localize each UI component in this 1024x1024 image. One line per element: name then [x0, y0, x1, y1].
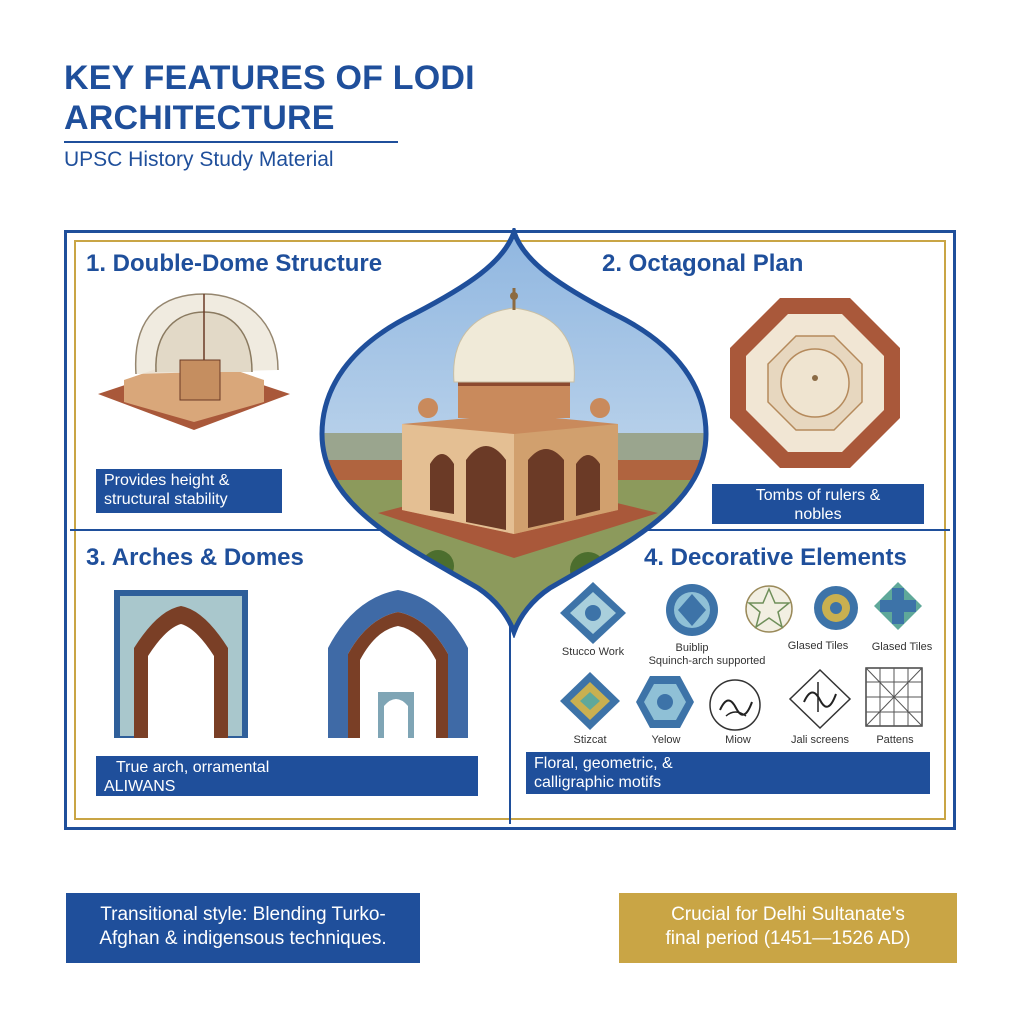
panel-3-caption-line-1: True arch, orramental [116, 759, 270, 776]
panel-1-title: 1. Double-Dome Structure [86, 250, 383, 277]
panel-2-title: 2. Octagonal Plan [602, 250, 804, 277]
panel-3-caption [96, 756, 478, 796]
calligraphy-roundel-icon [708, 678, 762, 732]
deco-label-miow: Miow [725, 734, 751, 746]
page-subtitle: UPSC History Study Material [64, 148, 334, 171]
panel-2-caption-line-2: nobles [794, 506, 842, 523]
panel-4-caption-line-1: Floral, geometric, & [534, 755, 673, 772]
footer-delhi-sultanate [619, 893, 957, 963]
roundel-tile-icon-2 [812, 584, 860, 632]
deco-label-yelow: Yelow [651, 734, 681, 746]
footer-right-line-1: Crucial for Delhi Sultanate's [671, 904, 905, 925]
page-title: KEY FEATURES OF LODI ARCHITECTURE [64, 59, 475, 137]
central-tomb-medallion [318, 228, 710, 638]
octagonal-plan-icon [728, 296, 902, 470]
deco-label-buiblip: Buiblip [675, 642, 709, 654]
star-tile-icon [744, 584, 794, 634]
panel-2-caption-line-1: Tombs of rulers & [755, 487, 881, 504]
panel-1-caption-line-2: structural stability [104, 491, 228, 508]
panel-2-caption [712, 484, 924, 524]
footer-left-line-1: Transitional style: Blending Turko- [100, 904, 386, 925]
deco-label-jali: Jali screens [790, 734, 850, 746]
deco-label-glazed-2: Glased Tiles [871, 641, 933, 653]
panel-1-caption-line-1: Provides height & [104, 472, 230, 489]
jali-lattice-icon [864, 666, 924, 728]
double-dome-cutaway-icon [94, 290, 294, 440]
panel-4-caption-line-2: calligraphic motifs [534, 774, 662, 791]
footer-left-line-2: Afghan & indigensous techniques. [99, 928, 387, 949]
stucco-tile-icon [558, 580, 628, 646]
cross-tile-icon [872, 580, 924, 632]
calligraphy-diamond-icon [788, 668, 852, 730]
pointed-arch-icon [112, 588, 250, 740]
deco-label-glazed-1: Glased Tiles [787, 640, 849, 652]
ornamental-iwan-icon [324, 588, 472, 740]
deco-label-stucco: Stucco Work [561, 646, 625, 658]
footer-right-line-2: final period (1451—1526 AD) [665, 928, 911, 949]
roundel-tile-icon [664, 582, 720, 638]
hexagon-tile-icon [634, 674, 696, 730]
panel-4-caption [526, 752, 930, 794]
panel-4-title: 4. Decorative Elements [644, 544, 907, 571]
title-underline [64, 141, 398, 143]
panel-3-caption-line-2: ALIWANS [104, 778, 176, 795]
panel-3-title: 3. Arches & Domes [86, 544, 304, 571]
diamond-tile-icon [558, 670, 622, 732]
footer-transitional-style [66, 893, 420, 963]
deco-label-stizcat: Stizcat [573, 734, 607, 746]
deco-label-squinch: Squinch-arch supported [648, 655, 766, 667]
panel-1-caption [96, 469, 282, 513]
deco-label-pattens: Pattens [876, 734, 914, 746]
